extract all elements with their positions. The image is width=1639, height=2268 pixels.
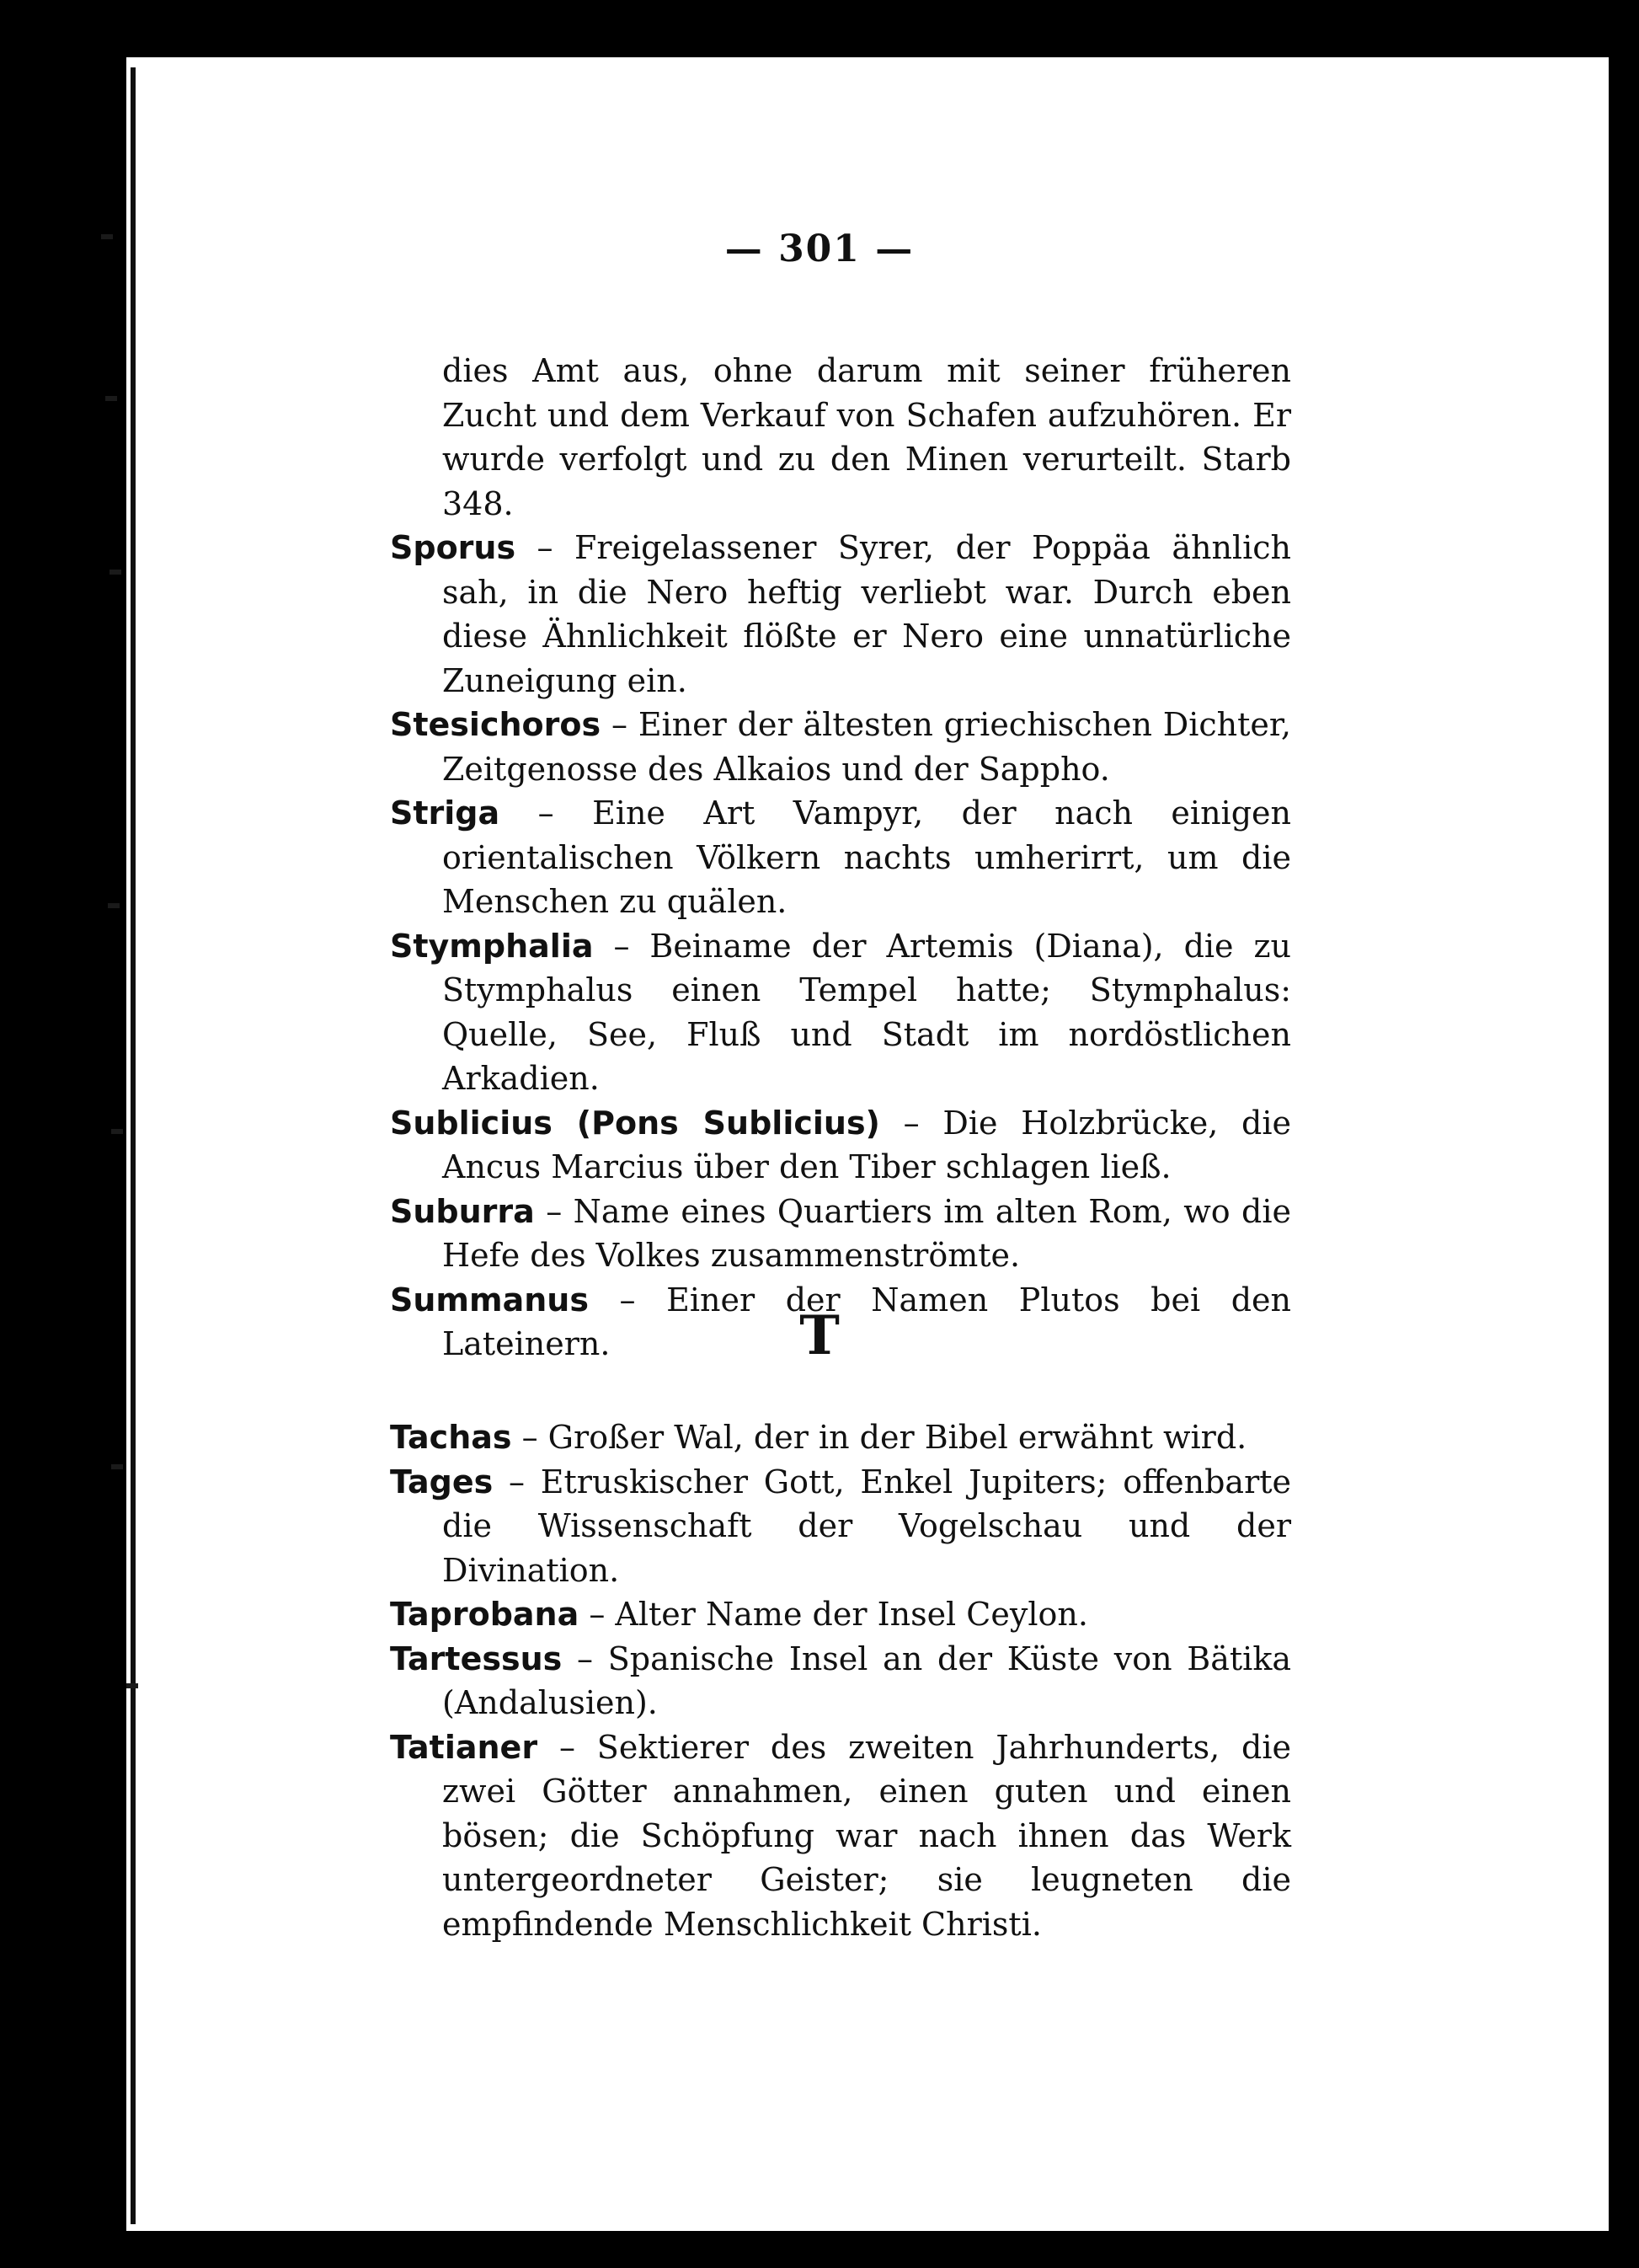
entry-definition: – Sektierer des zweiten Jahrhunderts, die zwei Götter annahmen, einen guten und einen bösen; die Schöpfung war nach ihnen das Werk untergeordneter Geister; sie leugneten die empfindende Menschlichkeit Christi. — [442, 1728, 1291, 1943]
entry-tatianer — [390, 1725, 1291, 1947]
entry-tachas — [390, 1415, 1291, 1460]
entry-definition: – Großer Wal, der in der Bibel erwähnt wird. — [511, 1419, 1247, 1456]
section-letter-heading: T — [799, 1304, 840, 1367]
entry-sublicius — [390, 1101, 1291, 1190]
entry-striga — [390, 791, 1291, 924]
entry-term: Sporus — [390, 529, 516, 566]
section-s-entries — [390, 349, 1291, 1367]
entry-term: Striga — [390, 794, 500, 832]
entry-definition: – Alter Name der Insel Ceylon. — [579, 1596, 1088, 1633]
entry-term: Tachas — [390, 1419, 512, 1456]
entry-definition: – Einer der Namen Plutos bei den Lateinern. — [442, 1281, 1291, 1362]
entry-term: Summanus — [390, 1281, 589, 1319]
entry-term: Sublicius (Pons Sublicius) — [390, 1104, 880, 1142]
entry-definition: – Freigelassener Syrer, der Poppäa ähnlich sah, in die Nero heftig verliebt war. Durch eben diese Ähnlichkeit flößte er Nero eine unnatürliche Zuneigung ein. — [442, 529, 1291, 699]
margin-tick — [111, 1464, 123, 1469]
entry-stesichoros — [390, 703, 1291, 791]
binding-margin-line — [131, 67, 136, 2224]
entry-definition: – Spanische Insel an der Küste von Bätika (Andalusien). — [442, 1639, 1291, 1721]
entry-term: Tartessus — [390, 1639, 563, 1677]
margin-tick — [109, 570, 121, 575]
entry-definition: – Name eines Quartiers im alten Rom, wo die Hefe des Volkes zusammenströmte. — [442, 1192, 1291, 1274]
entry-definition: – Etruskischer Gott, Enkel Jupiters; offenbarte die Wissenschaft der Vogelschau und der Divination. — [442, 1463, 1291, 1589]
entry-term: Stesichoros — [390, 706, 601, 743]
entry-term: Tatianer — [390, 1728, 538, 1766]
entry-term: Suburra — [390, 1192, 535, 1230]
page-number: — 301 — — [724, 227, 915, 270]
entry-definition: – Die Holzbrücke, die Ancus Marcius über den Tiber schlagen ließ. — [442, 1104, 1291, 1185]
margin-tick — [108, 903, 120, 908]
entry-stymphalia — [390, 924, 1291, 1101]
entry-definition: – Einer der ältesten griechischen Dichter, Zeitgenosse des Alkaios und der Sappho. — [442, 706, 1291, 788]
margin-tick — [111, 1129, 123, 1134]
entry-suburra — [390, 1190, 1291, 1278]
entry-term: Taprobana — [390, 1596, 579, 1633]
entry-taprobana — [390, 1592, 1291, 1637]
entry-definition: – Eine Art Vampyr, der nach einigen orientalischen Völkern nachts umherirrt, um die Menschen zu quälen. — [442, 794, 1291, 920]
entry-tages — [390, 1460, 1291, 1593]
margin-tick — [105, 396, 117, 401]
entry-tartessus — [390, 1637, 1291, 1725]
entry-sporus — [390, 526, 1291, 703]
entry-term: Stymphalia — [390, 927, 594, 965]
entry-term: Tages — [390, 1463, 494, 1500]
margin-tick — [126, 1683, 138, 1688]
entry-definition: – Beiname der Artemis (Diana), die zu Stymphalus einen Tempel hatte; Stymphalus: Quelle, See, Fluß und Stadt im nordöstlichen Arkadien. — [442, 927, 1291, 1097]
continuation-paragraph: dies Amt aus, ohne darum mit seiner früheren Zucht und dem Verkauf von Schafen aufzuhören. Er wurde verfolgt und zu den Minen verurteilt. Starb 348. — [442, 352, 1291, 522]
section-t-entries — [390, 1415, 1291, 1946]
